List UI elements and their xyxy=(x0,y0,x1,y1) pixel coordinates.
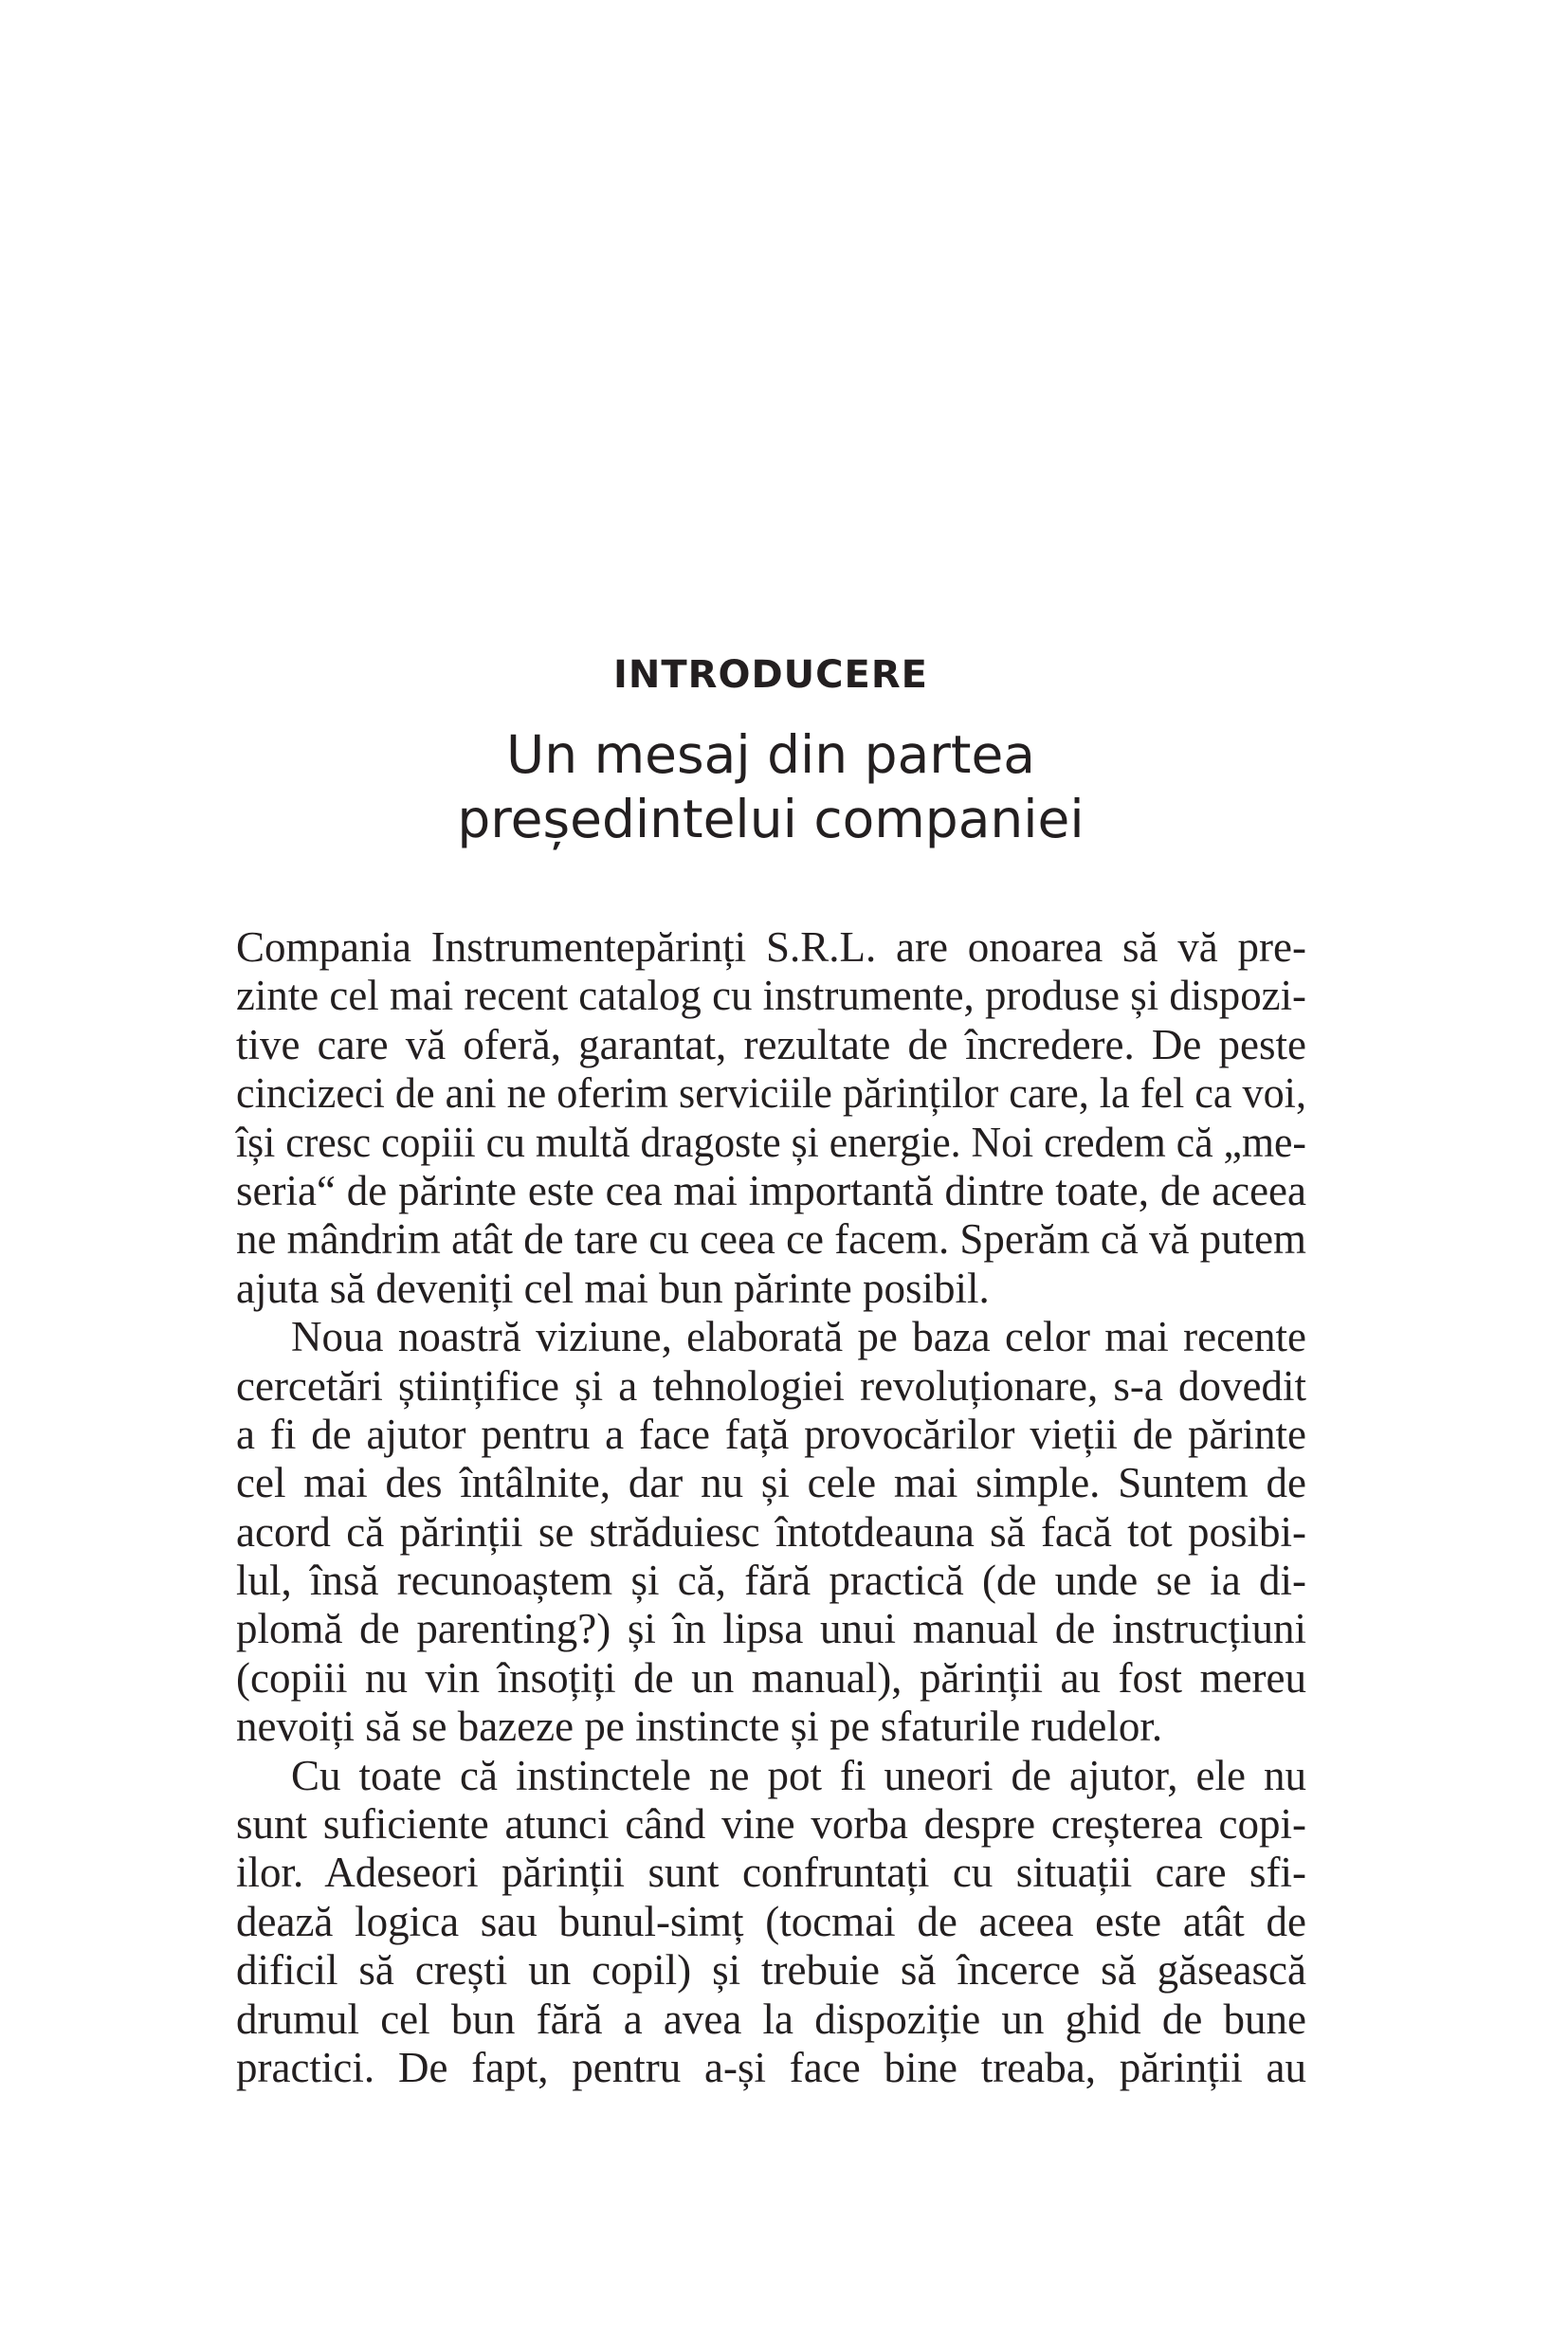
text-line: cel mai des întâlnite, dar nu și cele mai simple. Suntem de xyxy=(236,1459,1306,1507)
text-line: ajuta să deveniți cel mai bun părinte posibil. xyxy=(236,1264,990,1312)
paragraph-3 xyxy=(236,1752,1306,2093)
text-line: nevoiți să se bazeze pe instincte și pe sfaturile rudelor. xyxy=(236,1703,1163,1751)
text-line: plomă de parenting?) și în lipsa unui manual de instrucțiuni xyxy=(236,1605,1306,1653)
text-line: lul, însă recunoaștem și că, fără practică (de unde se ia di- xyxy=(236,1557,1306,1605)
text-line: cercetări științifice și a tehnologiei revoluționare, s-a dovedit xyxy=(236,1361,1306,1410)
text-line: seria“ de părinte este cea mai importantă dintre toate, de aceea xyxy=(236,1166,1306,1214)
text-line: acord că părinții se străduiesc întotdeauna să facă tot posibi- xyxy=(236,1507,1306,1556)
text-line: sunt suficiente atunci când vine vorba despre creșterea copi- xyxy=(236,1800,1306,1849)
text-line: (copiii nu vin însoțiți de un manual), părinții au fost mereu xyxy=(236,1653,1306,1702)
paragraph-1 xyxy=(236,923,1306,1313)
text-line: Noua noastră viziune, elaborată pe baza celor mai recente xyxy=(291,1313,1306,1361)
text-line: dificil să crești un copil) și trebuie să încerce să găsească xyxy=(236,1946,1306,1995)
text-line: zinte cel mai recent catalog cu instrumente, produse și dispozi- xyxy=(236,972,1306,1020)
text-line: drumul cel bun fără a avea la dispoziție un ghid de bune xyxy=(236,1995,1306,2043)
body-text xyxy=(236,923,1306,2092)
text-line: a fi de ajutor pentru a face față provocărilor vieții de părinte xyxy=(236,1410,1306,1458)
chapter-title xyxy=(0,722,1541,851)
paragraph-2 xyxy=(236,1313,1306,1752)
chapter-label: INTRODUCERE xyxy=(613,653,928,697)
text-line: practici. De fapt, pentru a-și face bine treaba, părinții au xyxy=(236,2043,1306,2091)
text-line: își cresc copiii cu multă dragoste și energie. Noi credem că „me- xyxy=(236,1118,1306,1166)
text-line: ilor. Adeseori părinții sunt confruntați cu situații care sfi- xyxy=(236,1849,1306,1897)
text-line: Compania Instrumentepărinți S.R.L. are onoarea să vă pre- xyxy=(236,923,1306,971)
text-line: dează logica sau bunul-simț (tocmai de aceea este atât de xyxy=(236,1897,1306,1945)
text-line: cincizeci de ani ne oferim serviciile părinților care, la fel ca voi, xyxy=(236,1069,1306,1118)
text-line: tive care vă oferă, garantat, rezultate de încredere. De peste xyxy=(236,1020,1306,1068)
text-line: Cu toate că instinctele ne pot fi uneori de ajutor, ele nu xyxy=(291,1751,1306,1799)
chapter-title-line-1: Un mesaj din partea xyxy=(505,724,1035,785)
chapter-title-line-2: președintelui companiei xyxy=(457,789,1085,849)
text-line: ne mândrim atât de tare cu ceea ce facem. Sperăm că vă putem xyxy=(236,1215,1306,1264)
